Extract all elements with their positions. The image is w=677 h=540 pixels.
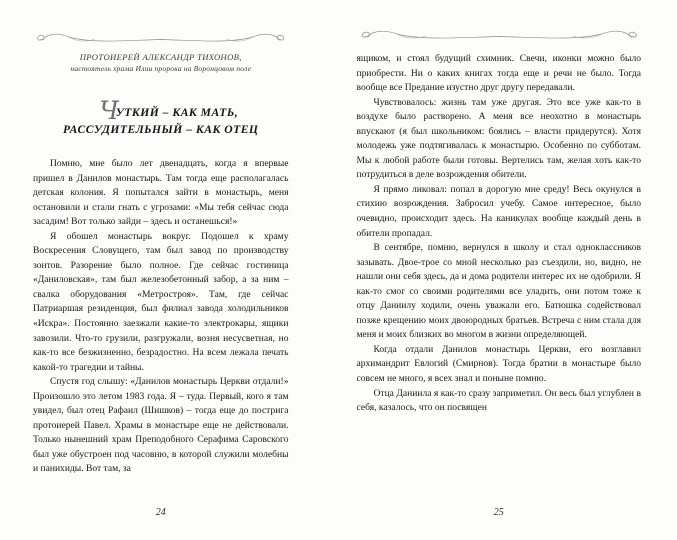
flourish-divider-icon [357, 27, 642, 45]
byline-author: ПРОТОИЕРЕЙ АЛЕКСАНДР ТИХОНОВ, [79, 52, 242, 62]
paragraph: Я обошел монастырь вокруг. Подошел к храму Воскресения Словущего, там был завод по производству зонтов. Разорение было полное. Где сейчас гостиница «Даниловская», там был железобетонный забор, а за ним – свалка оборудования «Метростроя». Там, где сейчас Патриаршая резиденция, был филиал завода холодильников «Искра». Постоянно заезжали какие-то электрокары, ящики завозили. Что-то грузили, разгружали, возня несусветная, но как-то все безжизненно, безрадостно. На всем лежала печать какой-то трагедии и тайны. [33, 230, 289, 373]
paragraph: Я прямо ликовал: попал в дорогую мне среду! Весь окунулся в стихию возрождения. Забросил учебу. Самое интересное, было очевидно, происходит здесь. На каникулах вообще каждый день в обители пропадал. [356, 183, 641, 239]
paragraph: Когда отдали Данилов монастырь Церкви, его возглавил архимандрит Евлогий (Смирнов). Тогда братии в монастыре было совсем не много, я всех знал и поныне помню. [356, 343, 641, 385]
chapter-byline [33, 52, 289, 74]
flourish-divider-icon [33, 30, 289, 48]
paragraph: ящиком, и стоял будущий схимник. Свечи, иконки можно было приобрести. Ни о каких книгах тогда еще и речи не было. Тогда вообще все Предание изустно друг другу передавали. [356, 53, 641, 94]
dropcap-letter: Ч [99, 95, 119, 125]
left-page-body [33, 157, 289, 477]
byline-role: настоятель храма Илии пророка на Воронцовом поле [70, 64, 252, 73]
page-number-right: 25 [493, 507, 504, 518]
paragraph: Чувствовалось: жизнь там уже другая. Это все уже как-то в воздухе было растворено. А меня все неохотно в монастырь впускают (я был школьником: боялись – власти придерутся). Хотя молодежь уже подтягивалась к монастырю. Особенно по субботам. Мы к любой работе были готовы. Вертелись там, желая хоть как-то потрудиться в деле возрождения обители. [356, 96, 641, 181]
chapter-title [33, 95, 289, 138]
paragraph: Помню, мне было лет двенадцать, когда я впервые пришел в Данилов монастырь. Там тогда еще располагалась детская колония. Я попытался зайти в монастырь, меня остановили и стали гнать с угрозами: «Мы тебя сейчас сюда засадим! Вот только зайди – здесь и останешься!» [33, 158, 289, 228]
chapter-title-line-2: РАССУДИТЕЛЬНЫЙ – КАК ОТЕЦ [63, 122, 259, 136]
paragraph: Отца Даниила я как-то сразу заприметил. Он весь был углублен в себя, казалось, что он посвящен [356, 387, 641, 414]
paragraph: В сентябре, помню, вернулся в школу и стал одноклассников зазывать. Двое-трое со мной несколько раз съездили, но, видно, не нашли они себя здесь, да и дома родители интерес их не одобрили. Я как-то смог со своими родителями все уладить, они потом тоже к отцу Даниилу ходили, очень уважали его. Батюшка содействовал позже крещению моих двоюродных братьев. Встреча с ним стала для меня и моих близких во многом в жизни определяющей. [356, 242, 641, 341]
chapter-title-line-1: УТКИЙ – КАК МАТЬ, [115, 105, 239, 119]
page-number-left: 24 [155, 507, 166, 518]
right-page-body [357, 52, 642, 416]
paragraph: Спустя год слышу: «Данилов монастырь Церкви отдали!» Произошло это летом 1983 года. Я – туда. Первый, кого я там увидел, был отец Рафаил (Шишков) – тогда еще до пострига протоиерей Павел. Храмы в монастыре еще не действовали. Только нынешний храм Преподобного Серафима Саровского был уже обустроен под часовню, в которой служили молебны и панихиды. Вот там, за [33, 376, 289, 475]
right-page [339, 0, 677, 540]
